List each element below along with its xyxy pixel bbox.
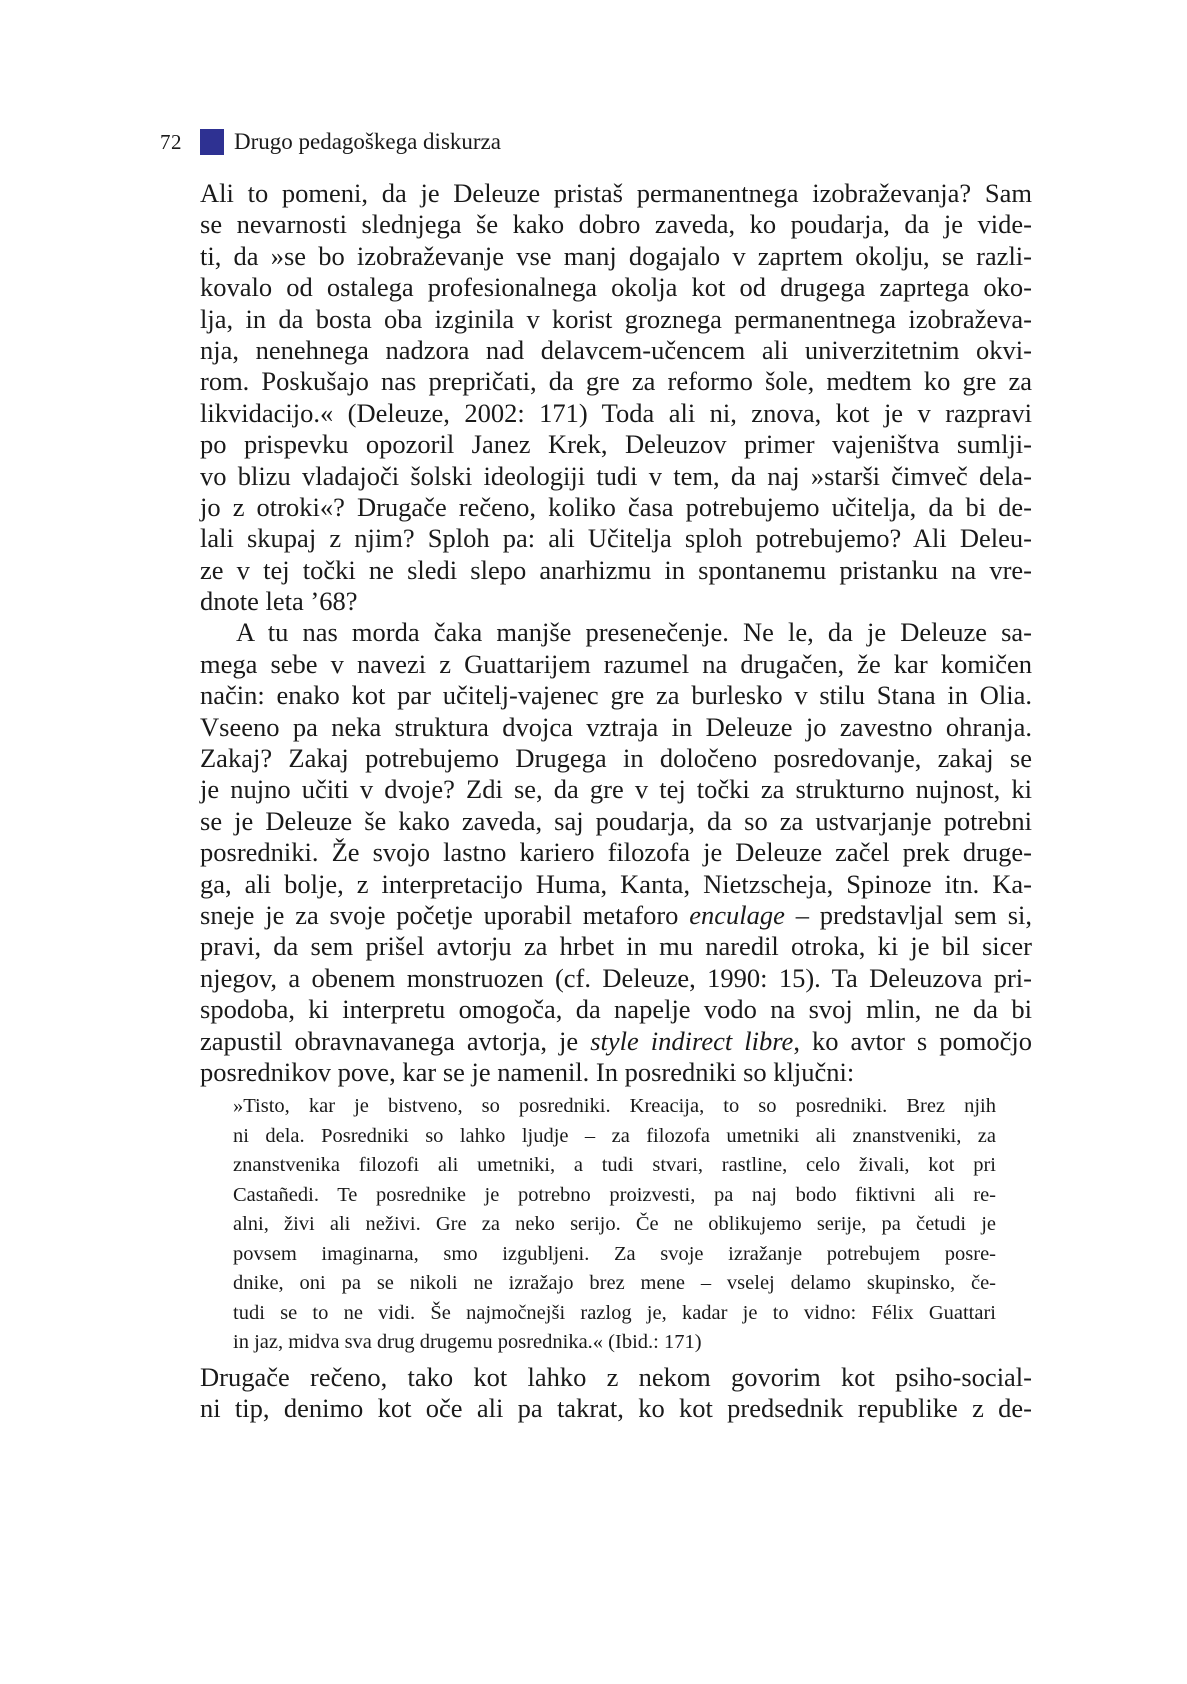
text-line: nja, nenehnega nadzora nad delavcem-učencem ali univerzitetnim okvi- [200, 334, 1032, 365]
italic-term: style indirect libre [590, 1025, 794, 1056]
text-line: likvidacijo.« (Deleuze, 2002: 171) Toda ali ni, znova, kot je v razpravi [200, 397, 1032, 428]
text-line: »Tisto, kar je bistveno, so posredniki. Kreacija, to so posredniki. Brez njih [233, 1095, 996, 1118]
text-line: vo blizu vladajoči šolski ideologiji tudi v tem, da naj »starši čimveč dela- [200, 460, 1032, 491]
text-line: Zakaj? Zakaj potrebujemo Drugega in določeno posredovanje, zakaj se [200, 743, 1032, 774]
text-line: rom. Poskušajo nas prepričati, da gre za reformo šole, medtem ko gre za [200, 366, 1032, 397]
page-number: 72 [160, 129, 182, 154]
text-line: Ali to pomeni, da je Deleuze pristaš permanentnega izobraževanja? Sam [200, 178, 1032, 208]
text-line: lali skupaj z njim? Sploh pa: ali Učitelja sploh potrebujemo? Ali Deleu- [200, 523, 1032, 554]
text-line [200, 900, 1032, 931]
running-header [160, 128, 501, 156]
text-line: pravi, da sem prišel avtorju za hrbet in mu naredil otroka, ki je bil sicer [200, 931, 1032, 962]
paragraph-1 [200, 178, 1032, 617]
text-line: tudi se to ne vidi. Še najmočnejši razlog je, kadar je to vidno: Félix Guattari [233, 1301, 996, 1324]
text-line: način: enako kot par učitelj-vajenec gre za burlesko v stilu Stana in Olia. [200, 680, 1032, 711]
text-line: in jaz, midva sva drug drugemu posrednika.« (Ibid.: 171) [233, 1331, 702, 1354]
text-line: Castañedi. Te posrednike je potrebno proizvesti, pa naj bodo fiktivni ali re- [233, 1183, 996, 1206]
text-line: posredniki. Že svojo lastno kariero filozofa je Deleuze začel prek druge- [200, 837, 1032, 868]
text-line: mega sebe v navezi z Guattarijem razumel na drugačen, že kar komičen [200, 648, 1032, 679]
text-run: sneje je za svoje početje uporabil metaforo [200, 899, 690, 930]
text-line: je nujno učiti v dvoje? Zdi se, da gre v tej točki za strukturno nujnost, ki [200, 774, 1032, 805]
text-line: njegov, a obenem monstruozen (cf. Deleuze, 1990: 15). Ta Deleuzova pri- [200, 962, 1032, 993]
text-line: ze v tej točki ne sledi slepo anarhizmu in spontanemu pristanku na vre- [200, 554, 1032, 585]
text-line: kovalo od ostalega profesionalnega okolja kot od drugega zaprtega oko- [200, 272, 1032, 303]
main-text [200, 178, 1032, 1425]
text-line: lja, in da bosta oba izginila v korist groznega permanentnega izobraževa- [200, 303, 1032, 334]
text-line: po prispevku opozoril Janez Krek, Deleuzov primer vajeništva sumlji- [200, 429, 1032, 460]
text-line: se nevarnosti slednjega še kako dobro zaveda, ko poudarja, da je vide- [200, 209, 1032, 240]
text-run: zapustil obravnavanega avtorja, je [200, 1025, 591, 1056]
block-quote [233, 1092, 996, 1358]
text-line: posrednikov pove, kar se je namenil. In posredniki so ključni: [200, 1056, 855, 1087]
text-line: se je Deleuze še kako zaveda, saj poudarja, da so za ustvarjanje potrebni [200, 805, 1032, 836]
text-line [200, 1026, 1032, 1057]
paragraph-2 [200, 617, 1032, 1088]
text-line: A tu nas morda čaka manjše presenečenje. Ne le, da je Deleuze sa- [236, 617, 1032, 648]
running-title: Drugo pedagoškega diskurza [234, 129, 501, 154]
text-run: – predstavljal sem si, [784, 899, 1032, 930]
text-line: spodoba, ki interpretu omogoča, da napelje vodo na svoj mlin, ne da bi [200, 994, 1032, 1025]
text-line: Drugače rečeno, tako kot lahko z nekom govorim kot psiho-social- [200, 1361, 1032, 1392]
text-line: Vseeno pa neka struktura dvojca vztraja in Deleuze jo zavestno ohranja. [200, 711, 1032, 742]
text-line: ni dela. Posredniki so lahko ljudje – za filozofa umetniki ali znanstveniki, za [233, 1124, 996, 1147]
text-line: alni, živi ali neživi. Gre za neko serijo. Če ne oblikujemo serije, pa četudi je [233, 1213, 996, 1236]
text-line: ga, ali bolje, z interpretacijo Huma, Kanta, Nietzscheja, Spinoze itn. Ka- [200, 868, 1032, 899]
text-line: dnike, oni pa se nikoli ne izražajo brez mene – vselej delamo skupinsko, če- [233, 1272, 996, 1295]
text-line: znanstvenika filozofi ali umetniki, a tudi stvari, rastline, celo živali, kot pri [233, 1154, 996, 1177]
italic-term: enculage [689, 899, 785, 930]
text-line: povsem imaginarna, smo izgubljeni. Za svoje izražanje potrebujem posre- [233, 1242, 996, 1265]
text-line: jo z otroki«? Drugače rečeno, koliko časa potrebujemo učitelja, da bi de- [200, 491, 1032, 522]
text-line: ti, da »se bo izobraževanje vse manj dogajalo v zaprtem okolju, se razli- [200, 240, 1032, 271]
paragraph-3 [200, 1362, 1032, 1425]
chapter-square-icon [200, 129, 224, 155]
text-line: dnote leta ’68? [200, 586, 358, 617]
text-run: , ko avtor s pomočjo [793, 1025, 1032, 1056]
text-line: ni tip, denimo kot oče ali pa takrat, ko kot predsednik republike z de- [200, 1393, 1032, 1424]
